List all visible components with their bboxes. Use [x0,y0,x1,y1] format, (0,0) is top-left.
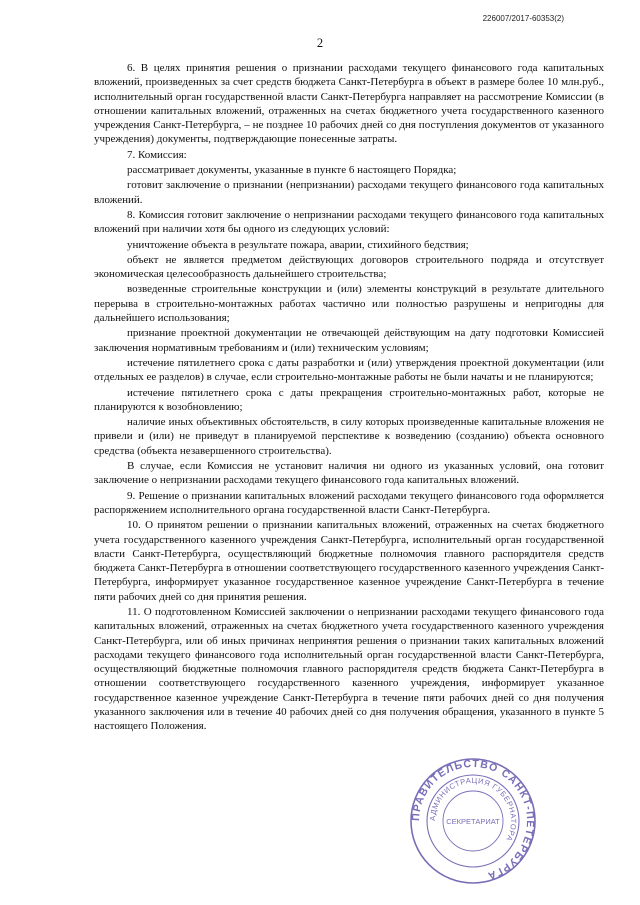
stamp-outer-text: ПРАВИТЕЛЬСТВО САНКТ-ПЕТЕРБУРГА [409,757,537,883]
paragraph-8-item-1: уничтожение объекта в результате пожара, аварии, стихийного бедствия; [127,238,469,251]
stamp-center-text: СЕКРЕТАРИАТ [446,817,500,826]
paragraph-6: 6. В целях принятия решения о признании расходами текущего финансового года капитальных вложений, произведенных за счет средств бюджета Санкт-Петербурга в объект в размере более 10 млн.руб., исполнительный орган государственной власти Санкт-Петербурга направляет на рассмотрение Комиссии (в отношении капитальных вложений, отраженных на счетах бюджетного учета государственного казенного учреждения Санкт-Петербурга, – не позднее 10 рабочих дней со дня поступления документов от указанного учреждения) документы, подтверждающие понесенные затраты. [94,62,604,146]
paragraph-9: 9. Решение о признании капитальных вложений расходами текущего финансового года оформляется распоряжением исполнительного органа государственной власти Санкт-Петербурга. [94,489,604,516]
paragraph-8-item-6: истечение пятилетнего срока с даты прекращения строительно-монтажных работ, которые не планируются к возобновлению; [94,386,604,413]
paragraph-7-heading: 7. Комиссия: [127,148,187,161]
paragraph-11: 11. О подготовленном Комиссией заключении о непризнании расходами текущего финансового года капитальных вложений, отраженных на счетах бюджетного учета государственного казенного учреждения Санкт-Петербурга, или об иных причинах непринятия решения о признании таких капитальных вложений расходами текущего финансового года исполнительный орган государственной власти Санкт-Петербурга, осуществляющий бюджетные полномочия главного распорядителя средств бюджета Санкт-Петербурга в отношении соответствующего государственного казенного учреждения, информирует указанное государственное казенное учреждение Санкт-Петербурга в течение пяти рабочих дней со дня получения указанного заключения или в течение 40 рабочих дней со дня получения обращения, указанного в пункте 5 настоящего Положения. [94,605,604,733]
page-number: 2 [316,36,324,50]
stamp-inner-text: АДМИНИСТРАЦИЯ ГУБЕРНАТОРА [427,775,519,843]
paragraph-8-conclusion: В случае, если Комиссия не установит наличия ни одного из указанных условий, она готовит заключение о непризнании расходами текущего финансового года капитальных вложений. [94,460,604,487]
paragraph-8: 8. Комиссия готовит заключение о непризнании расходами текущего финансового года капитальных вложений при наличии хотя бы одного из следующих условий: [94,208,604,236]
document-number: 226007/2017-60353(2) [482,14,564,23]
paragraph-7-item-1: рассматривает документы, указанные в пункте 6 настоящего Порядка; [127,164,457,177]
paragraph-8-item-4: признание проектной документации не отвечающей действующим на дату подготовки Комиссией заключения нормативным требованиям и (или) техническим условиям; [94,327,604,354]
official-stamp [408,756,538,886]
paragraph-8-item-3: возведенные строительные конструкции и (или) элементы конструкций в результате длительного перерыва в строительно-монтажных работах частично или полностью разрушены и непригодны для дальнейшего использования; [94,283,604,325]
paragraph-8-item-7: наличие иных объективных обстоятельств, в силу которых произведенные капитальные вложения не привели и (или) не приведут в планируемой перспективе к возведению (созданию) объекта основного средства (объекта незавершенного строительства). [94,416,604,457]
paragraph-8-item-5: истечение пятилетнего срока с даты разработки и (или) утверждения проектной документации (или отдельных ее разделов) в случае, если строительно-монтажные работы не были начаты и не планируются; [94,356,604,384]
document-body [94,61,604,735]
paragraph-8-item-2: объект не является предметом действующих договоров строительного подряда и отсутствует экономическая целесообразность дальнейшего строительства; [94,253,604,281]
paragraph-7-item-2: готовит заключение о признании (непризнании) расходами текущего финансового года капитальных вложений. [94,179,604,206]
paragraph-10: 10. О принятом решении о признании капитальных вложений, отраженных на счетах бюджетного учета государственного казенного учреждения Санкт-Петербурга, исполнительный орган государственной власти Санкт-Петербурга, осуществляющий бюджетные полномочия главного распорядителя средств бюджета Санкт-Петербурга в отношении соответствующего государственного казенного учреждения Санкт-Петербурга, информирует указанное государственное казенное учреждение Санкт-Петербурга в течение пяти рабочих дней со дня принятия решения. [94,519,604,603]
